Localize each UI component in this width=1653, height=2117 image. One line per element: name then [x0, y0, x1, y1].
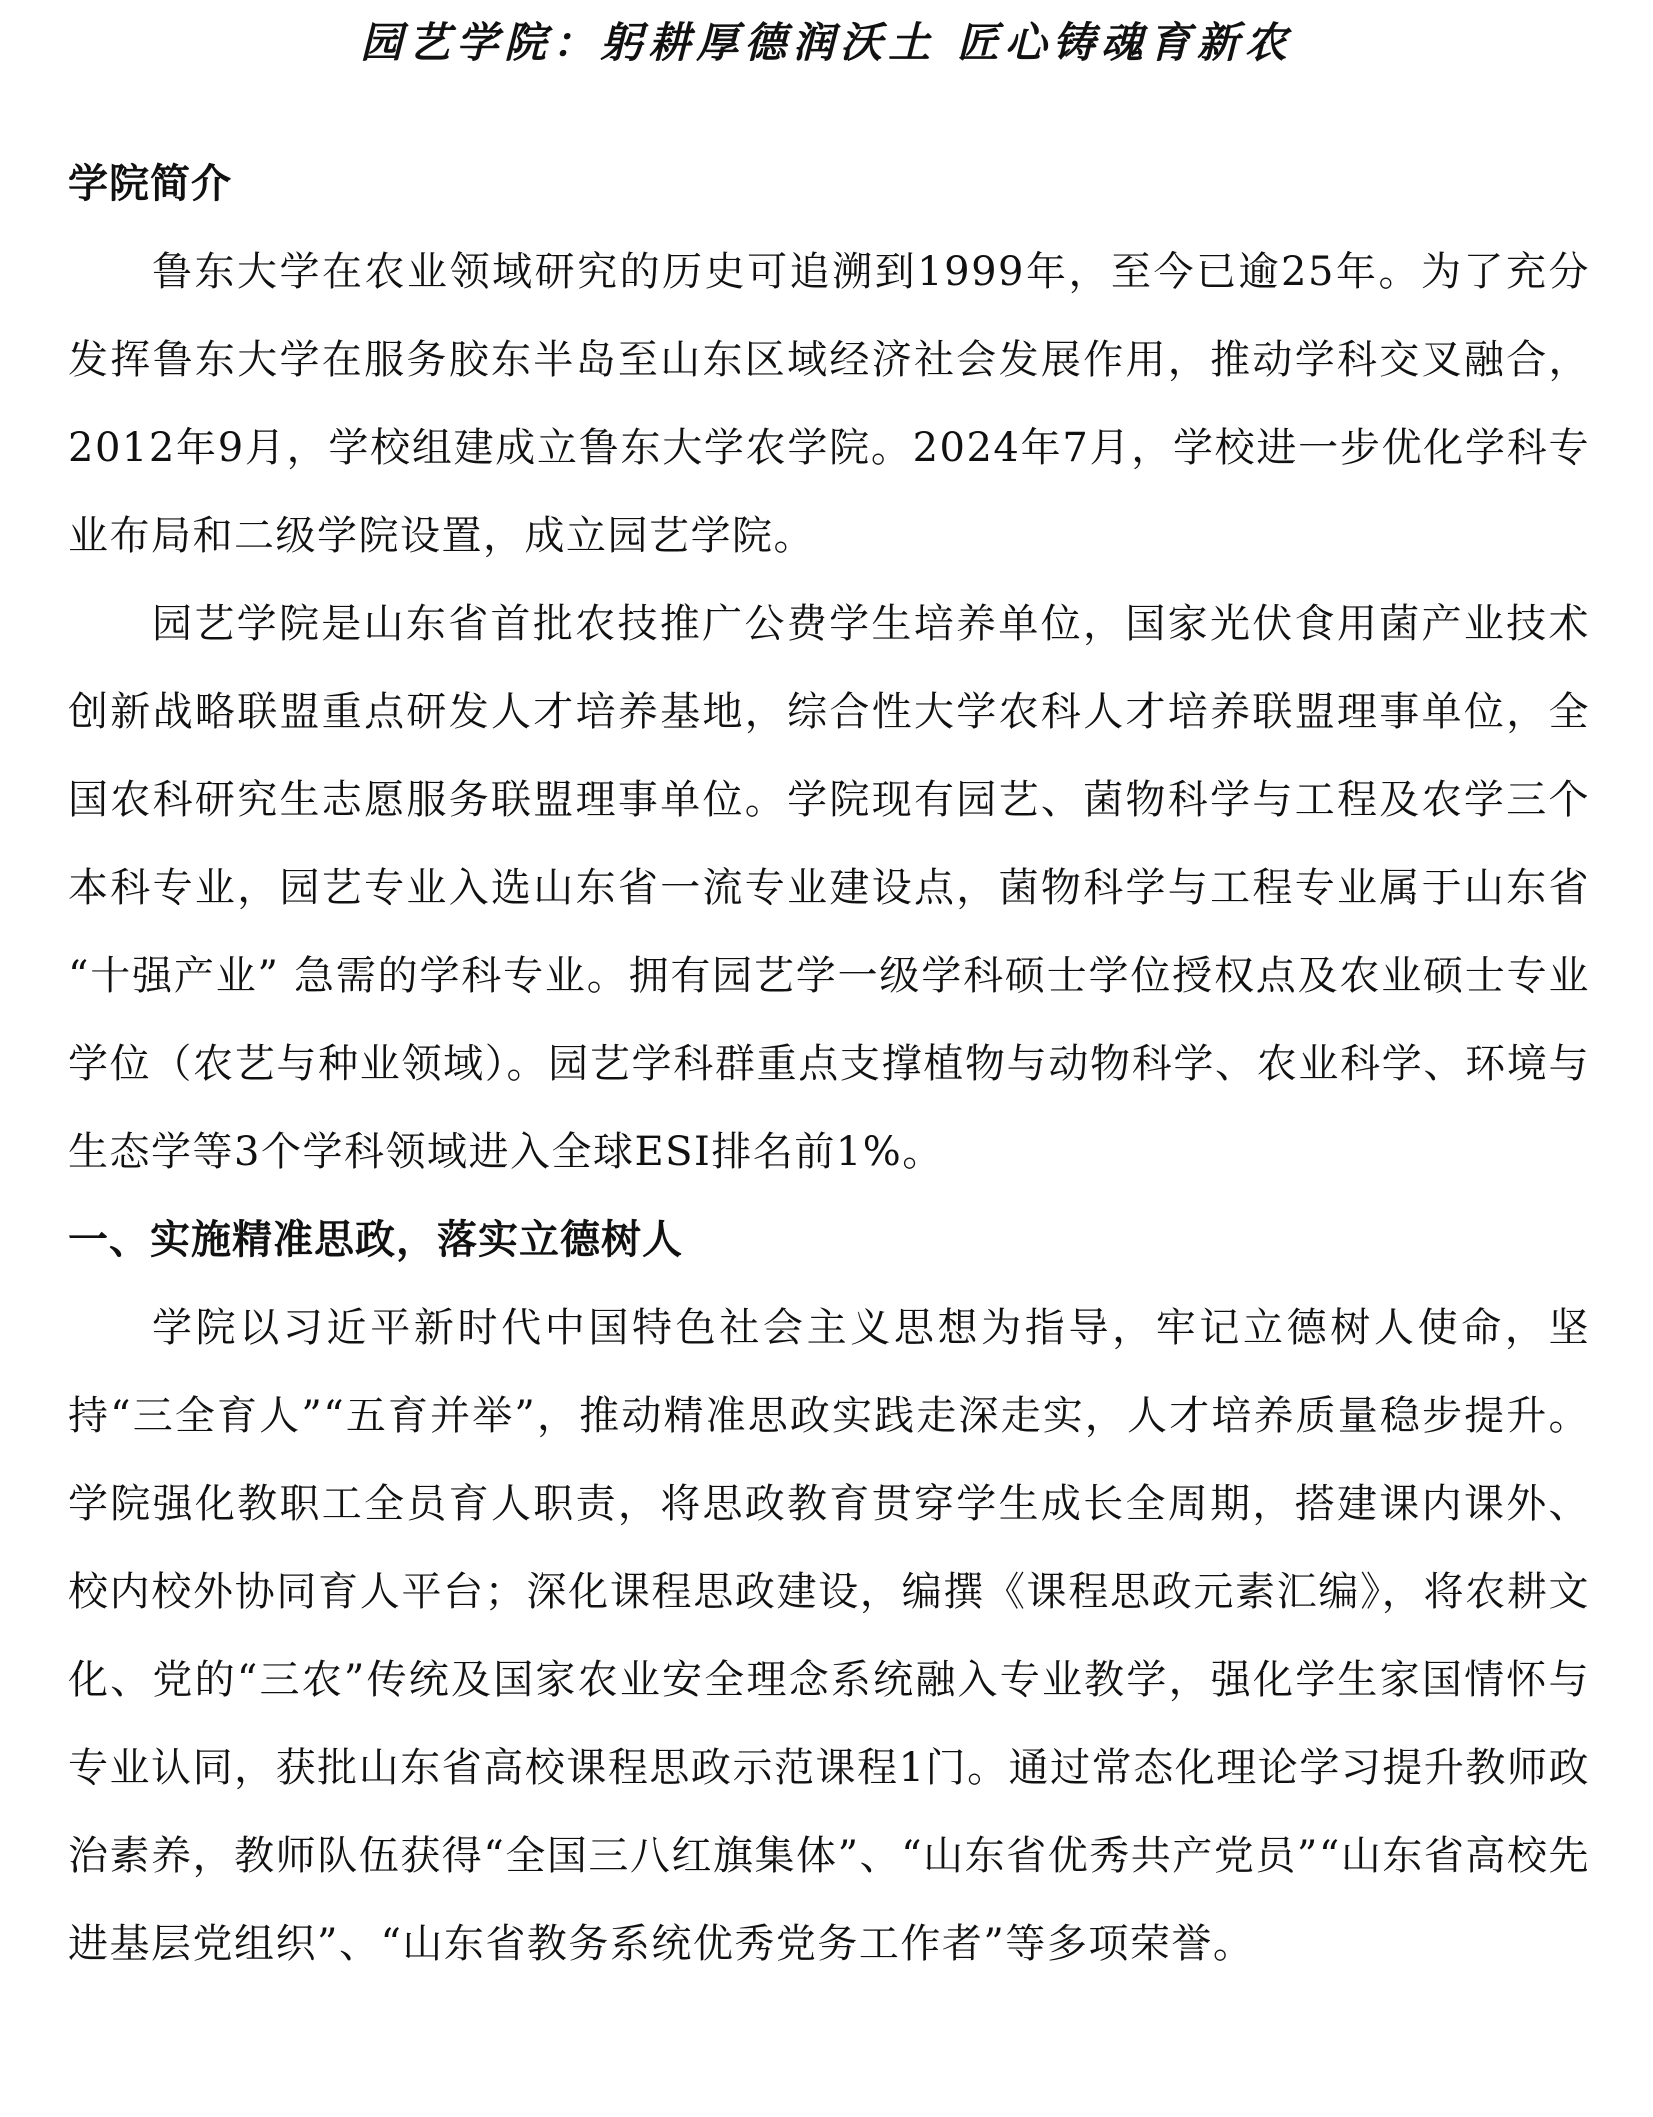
- section-ideological-education: [68, 1196, 1590, 1988]
- section-heading: 学院简介: [68, 161, 232, 207]
- paragraph: 学院以习近平新时代中国特色社会主义思想为指导，牢记立德树人使命，坚持“三全育人”“五育并举”，推动精准思政实践走深走实，人才培养质量稳步提升。学院强化教职工全员育人职责，将思政教育贯穿学生成长全周期，搭建课内课外、校内校外协同育人平台；深化课程思政建设，编撰《课程思政元素汇编》，将农耕文化、党的“三农”传统及国家农业安全理念系统融入专业教学，强化学生家国情怀与专业认同，获批山东省高校课程思政示范课程1门。通过常态化理论学习提升教师政治素养，教师队伍获得“全国三八红旗集体”、“山东省优秀共产党员”“山东省高校先进基层党组织”、“山东省教务系统优秀党务工作者”等多项荣誉。: [68, 1305, 1590, 1967]
- paragraph: 园艺学院是山东省首批农技推广公费学生培养单位，国家光伏食用菌产业技术创新战略联盟重点研发人才培养基地，综合性大学农科人才培养联盟理事单位，全国农科研究生志愿服务联盟理事单位。学院现有园艺、菌物科学与工程及农学三个本科专业，园艺专业入选山东省一流专业建设点，菌物科学与工程专业属于山东省 “十强产业” 急需的学科专业。拥有园艺学一级学科硕士学位授权点及农业硕士专业学位（农艺与种业领域）。园艺学科群重点支撑植物与动物科学、农业科学、环境与生态学等3个学科领域进入全球ESI排名前1%。: [68, 601, 1590, 1175]
- document-body: [68, 140, 1590, 1988]
- section-heading: 一、实施精准思政，落实立德树人: [68, 1217, 683, 1263]
- document-title: 园艺学院：躬耕厚德润沃土 匠心铸魂育新农: [360, 18, 1293, 67]
- paragraph: 鲁东大学在农业领域研究的历史可追溯到1999年，至今已逾25年。为了充分发挥鲁东大学在服务胶东半岛至山东区域经济社会发展作用，推动学科交叉融合，2012年9月，学校组建成立鲁东大学农学院。2024年7月，学校进一步优化学科专业布局和二级学院设置，成立园艺学院。: [68, 249, 1590, 559]
- section-college-intro: [68, 140, 1590, 1196]
